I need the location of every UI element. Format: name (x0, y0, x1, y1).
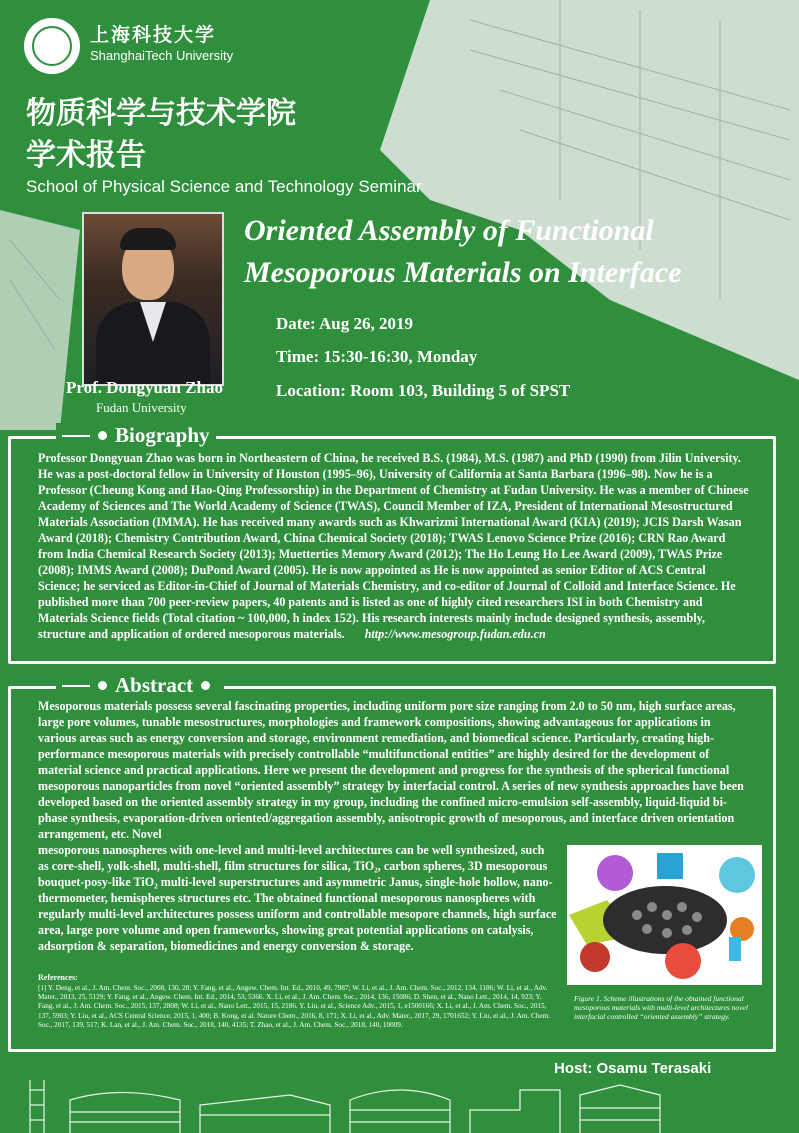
university-name-cn: 上海科技大学 (90, 24, 217, 46)
university-name-en: ShanghaiTech University (90, 48, 234, 63)
figure-illustration (567, 845, 762, 985)
abstract-text-continued: mesoporous nanospheres with one-level and multi-level architectures can be well synthesized, such as core-shell, yolk-shell, multi-shell, film structures for silica, TiO₂, carbon spheres, 3D mesoporous bouquet-posy-like TiO₂ multi-level superstructures and asymmetric Janus, single-hole hollow, nano-thermometer, hemispheres structures etc. The obtained functional mesoporous nanospheres with regularly multi-level architectures possess uniform and controllable mesopore channels, high surface area, large pore volume and open frameworks, showing great potential applications on catalysis, adsorption & separation, biomedicines and energy conversion & storage. (38, 843, 557, 953)
speaker-affiliation: Fudan University (96, 400, 187, 415)
talk-title-line1: Oriented Assembly of Functional (244, 214, 654, 247)
abstract-text: Mesoporous materials possess several fascinating properties, including uniform pore size ranging from 2.0 to 50 nm, high surface areas, large pore volumes, tunable mesostructures, morphologies and framework compositions, showing advantageous for applications in various areas such as energy conversion and storage, environment remediation, and biomedical science. Particularly, creating high-performance mesoporous materials with precisely controllable “multifunctional entities” are highly desired for the development of material science and practical applications. Here we present the development and progress for the synthesis of the spherical functional mesoporous nanoparticles from novel “oriented assembly” strategy by interfacial control. A series of new synthesis approaches have been developed based on the oriented assembly strategy in my group, including the confined micro-emulsion self-assembly, liquid-liquid bi-phase synthesis, evaporation-driven oriented/aggregation assembly, anisotropic growth of mesoporous, and interface driven orientation arrangement, etc. Novel (38, 699, 744, 841)
talk-time: Time: 15:30-16:30, Monday (276, 347, 478, 366)
figure-mesoporous-nanospheres (567, 845, 762, 985)
talk-title (244, 210, 784, 294)
campus-skyline-graphic (0, 1080, 799, 1133)
references-heading: References: (38, 973, 78, 982)
school-name-en: School of Physical Science and Technology Seminar (26, 177, 422, 196)
speaker-name: Prof. Dongyuan Zhao (66, 378, 223, 397)
group-website-link[interactable]: http://www.mesogroup.fudan.edu.cn (364, 627, 546, 641)
seminar-title-cn-line1: 物质科学与技术学院 (26, 96, 296, 131)
seminar-title-cn-line2: 学术报告 (26, 138, 146, 173)
figure-caption: Figure 1. Scheme illustrations of the obtained functional mesoporous materials with multi-level architectures novel interfacial controlled “oriented assembly” strategy. (574, 994, 748, 1021)
university-logo (22, 16, 82, 76)
speaker-photo (82, 212, 224, 386)
biography-heading: Biography (56, 423, 216, 448)
host-name: Host: Osamu Terasaki (554, 1060, 712, 1077)
biography-text: Professor Dongyuan Zhao was born in Northeastern of China, he received B.S. (1984), M.S. (1987) and PhD (1990) from Jilin University. He was a post-doctoral fellow in University of Houston (1995–96), University of California at Santa Barbara (1996–98). Now he is a Professor (Cheung Kong and Hao-Qing Professorship) in the Department of Chemistry at Fudan University. He was a member of Chinese Academy of Sciences and The World Academy of Science (TWAS), Council Member of IZA, President of International Mesostructured Materials Association (IMMA). He has received many awards such as Khwarizmi International Award (KIA) (2019); JCIS Darsh Wasan Award (2018); Chemistry Contribution Award, China Chemical Society (2018); TWAS Lenovo Science Prize (2016); CRN Rao Award from India Chemical Research Society (2013); Muetterties Memory Award (2012); The Ho Leung Ho Lee Award (2009), TWAS Prize (2008); IMMS Award (2008); DuPond Award (2005). He is now appointed as He is now appointed as senior Editor of ACS Central Science; he serviced as Editor-in-Chief of Journal of Materials Chemistry, and co-editor of Journal of Colloid and Interface Science. He published more than 700 peer-review papers, 40 patents and is listed as one of highly cited researchers ISI in both Chemistry and Materials Science fields (Total citation ~ 100,000, h index 152). His research interests mainly include designed synthesis, assembly, structure and application of ordered mesoporous materials. http://www.mesogroup.fudan.edu.cn (38, 451, 749, 641)
references-list: [1] Y. Deng, et al., J. Am. Chem. Soc., 2008, 130, 28; Y. Fang, et al., Angew. Chem. Int. Ed., 2010, 49, 7987; W. Li, et al., J. Am. Chem. Soc., 2012, 134, 1186; W. Li, et al., Adv. Mater., 2013, 25, 5129; Y. Fang, et al., Angew. Chem. Int. Ed., 2014, 53, 5366. X. Li, et al., J. Am. Chem. Soc., 2014, 136, 15086; D. Shen, et al., Nano Lett., 2014, 14, 923; Y. Fang, et al., J. Am. Chem. Soc., 2015, 137, 2808; W. Li, et al., Nano Lett., 2015, 15, 2186. Y. Liu, et al., Science Adv., 2015, 1, e1500166; X. Li, et al., J. Am. Chem. Soc., 2015, 137, 5903; Y. Liu, et al., ACS Central Science, 2015, 1, 400; B. Kong, et al. Nature Chem., 2016, 8, 171; X. Li, et al., Adv. Mater., 2017, 29, 1701652; Y. Liu, et al., J. Am. Chem. Soc., 2017, 139, 517; K. Lan, et al., J. Am. Chem. Soc., 2018, 140, 4135; T. Zhao, et al., J. Am. Chem. Soc., 2018, 140, 10009. (38, 984, 550, 1029)
talk-location: Location: Room 103, Building 5 of SPST (276, 381, 571, 400)
talk-date: Date: Aug 26, 2019 (276, 314, 413, 333)
abstract-heading: Abstract (56, 673, 224, 698)
talk-title-line2: Mesoporous Materials on Interface (244, 256, 682, 289)
